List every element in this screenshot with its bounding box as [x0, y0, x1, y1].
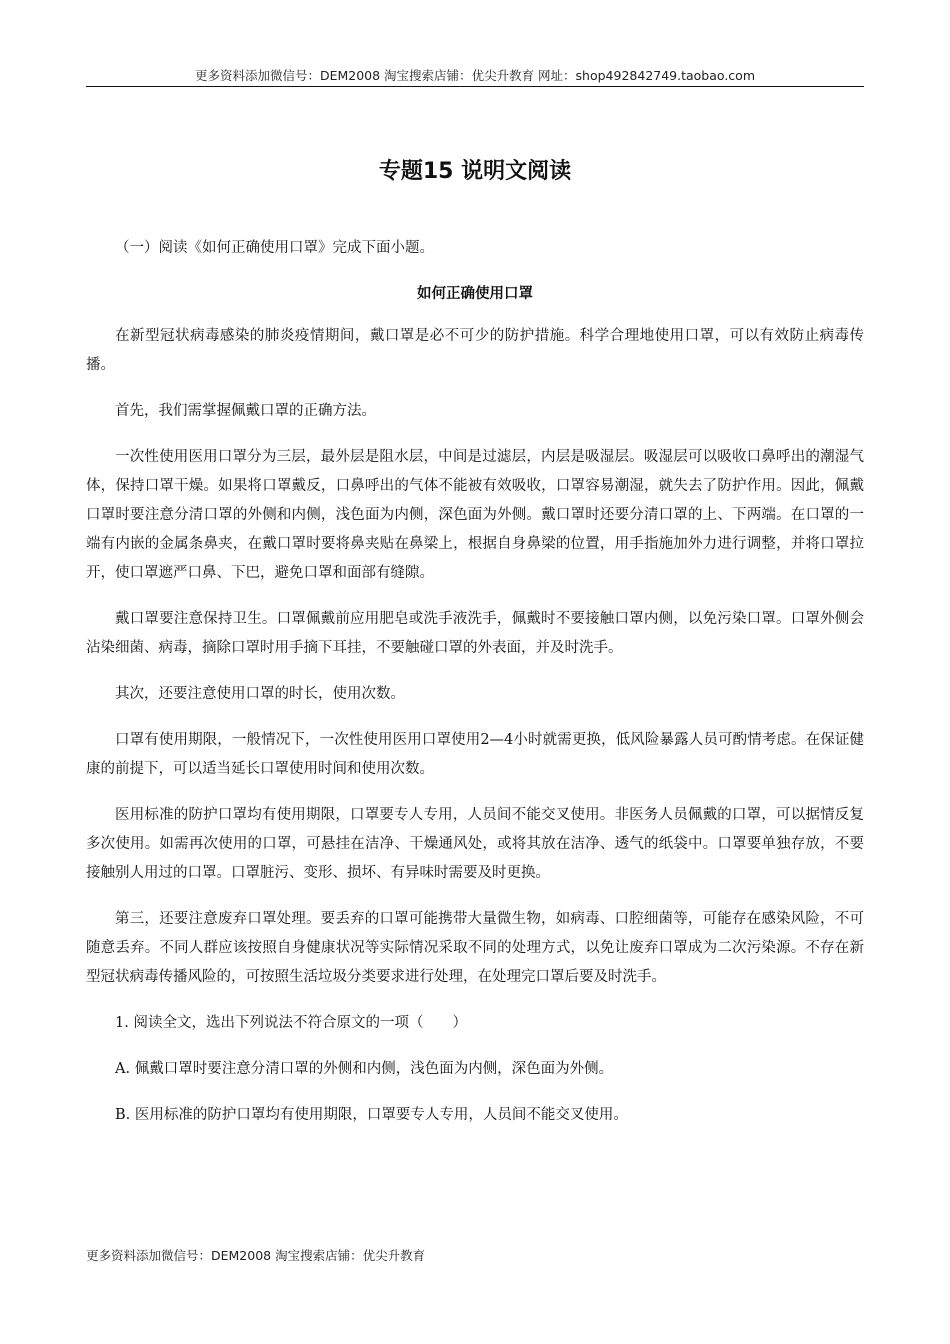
question-option-a: A. 佩戴口罩时要注意分清口罩的外侧和内侧，浅色面为内侧，深色面为外侧。 — [115, 1061, 614, 1077]
paragraph: 首先，我们需掌握佩戴口罩的正确方法。 — [115, 403, 376, 419]
paragraph: 医用标准的防护口罩均有使用期限，口罩要专人专用，人员间不能交叉使用。非医务人员佩戴的口罩，可以据情反复多次使用。如需再次使用的口罩，可悬挂在洁净、干燥通风处，或将其放在洁净、透气的纸袋中。口罩要单独存放，不要接触别人用过的口罩。口罩脏污、变形、损坏、有异味时需要及时更换。 — [86, 807, 864, 881]
question-option-b: B. 医用标准的防护口罩均有使用期限，口罩要专人专用，人员间不能交叉使用。 — [115, 1107, 628, 1123]
paragraph: 第三，还要注意废弃口罩处理。要丢弃的口罩可能携带大量微生物，如病毒、口腔细菌等，可能存在感染风险，不可随意丢弃。不同人群应该按照自身健康状况等实际情况采取不同的处理方式，以免让废弃口罩成为二次污染源。不存在新型冠状病毒传播风险的，可按照生活垃圾分类要求进行处理，在处理完口罩后要及时洗手。 — [86, 911, 864, 985]
section-intro: （一）阅读《如何正确使用口罩》完成下面小题。 — [115, 240, 434, 256]
page-title: 专题15 说明文阅读 — [378, 159, 572, 184]
paragraph: 一次性使用医用口罩分为三层，最外层是阻水层，中间是过滤层，内层是吸湿层。吸湿层可以吸收口鼻呼出的潮湿气体，保持口罩干燥。如果将口罩戴反，口鼻呼出的气体不能被有效吸收，口罩容易潮湿，就失去了防护作用。因此，佩戴口罩时要注意分清口罩的外侧和内侧，浅色面为内侧，深色面为外侧。戴口罩时还要分清口罩的上、下两端。在口罩的一端有内嵌的金属条鼻夹，在戴口罩时要将鼻夹贴在鼻梁上，根据自身鼻梁的位置，用手指施加外力进行调整，并将口罩拉开，使口罩遮严口鼻、下巴，避免口罩和面部有缝隙。 — [86, 449, 864, 581]
article-title: 如何正确使用口罩 — [417, 286, 533, 302]
page-footer: 更多资料添加微信号：DEM2008 淘宝搜索店铺：优尖升教育 — [86, 1248, 426, 1263]
paragraph: 其次，还要注意使用口罩的时长，使用次数。 — [115, 686, 405, 702]
paragraph: 口罩有使用期限，一般情况下，一次性使用医用口罩使用2—4小时就需更换，低风险暴露人员可酌情考虑。在保证健康的前提下，可以适当延长口罩使用时间和使用次数。 — [86, 732, 864, 777]
paragraph: 在新型冠状病毒感染的肺炎疫情期间，戴口罩是必不可少的防护措施。科学合理地使用口罩，可以有效防止病毒传播。 — [86, 328, 864, 373]
document-body — [86, 234, 864, 1147]
question-stem: 1. 阅读全文，选出下列说法不符合原文的一项（ ） — [115, 1015, 467, 1031]
paragraph: 戴口罩要注意保持卫生。口罩佩戴前应用肥皂或洗手液洗手，佩戴时不要接触口罩内侧，以免污染口罩。口罩外侧会沾染细菌、病毒，摘除口罩时用手摘下耳挂，不要触碰口罩的外表面，并及时洗手。 — [86, 611, 864, 656]
page-header: 更多资料添加微信号：DEM2008 淘宝搜索店铺：优尖升教育 网址：shop492842749.taobao.com — [194, 68, 756, 83]
header-divider — [86, 86, 864, 87]
